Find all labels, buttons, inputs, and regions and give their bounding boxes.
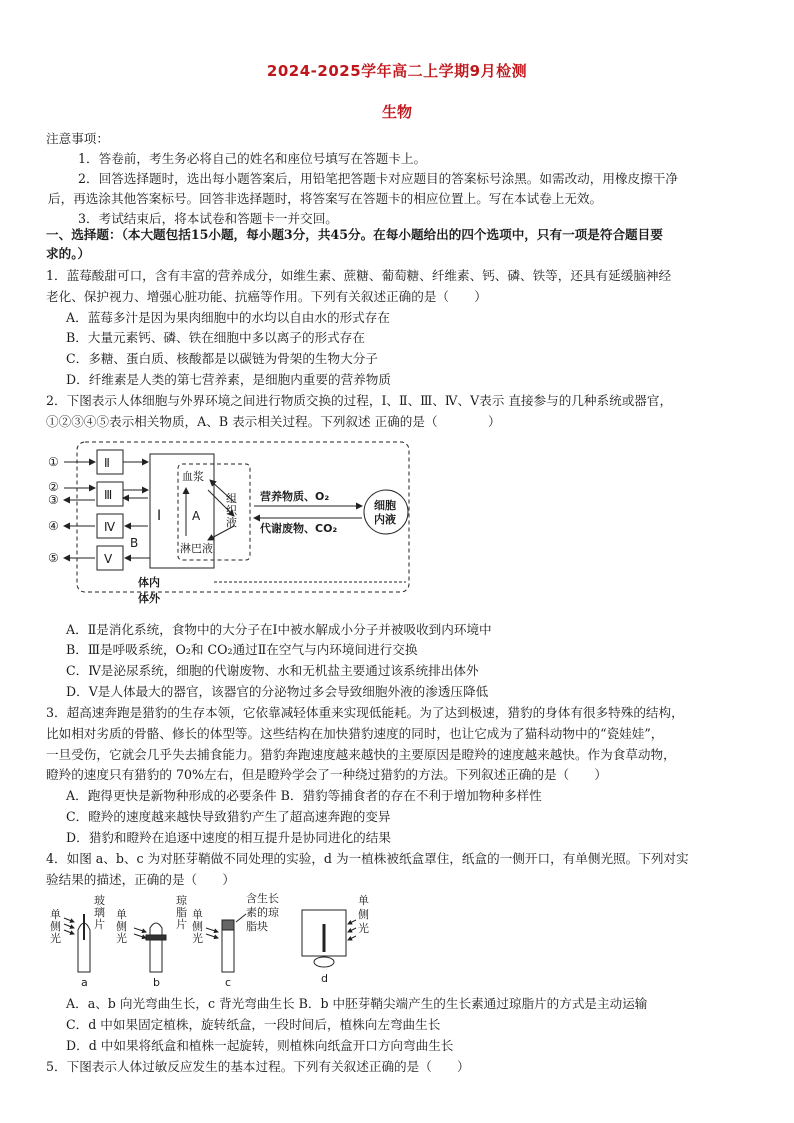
section-heading: 一、选择题：（本大题包括15小题，每小题3分，共45分。在每小题给出的四个选项中，只有一项是符合题目要	[46, 227, 663, 242]
light-c-3: 光	[192, 932, 203, 945]
light-d-3: 光	[358, 922, 369, 935]
q3-option-d: D．猎豹和瞪羚在追逐中速度的相互提升是协同进化的结果	[66, 830, 391, 845]
q1-option-c: C．多糖、蛋白质、核酸都是以碳链为骨架的生物大分子	[66, 351, 378, 366]
glass-label-2: 璃	[94, 906, 105, 919]
outside-label: 体外	[138, 592, 160, 605]
light-b-3: 光	[116, 932, 127, 945]
cell-fluid-2: 内液	[374, 513, 396, 526]
section-heading-cont: 求的。）	[46, 246, 91, 261]
substance-2: ②	[48, 480, 59, 494]
q3-stem-line3: 一旦受伤，它就会几乎失去捕食能力。猎豹奔跑速度越来越快的主要原因是瞪羚的速度越来越快。作为食草动物，	[46, 747, 676, 762]
substance-1: ①	[48, 455, 59, 469]
substance-4: ④	[48, 519, 59, 533]
q1-option-a: A．蓝莓多汁是因为果肉细胞中的水均以自由水的形式存在	[66, 310, 390, 325]
process-A: A	[192, 509, 201, 523]
light-b-1: 单	[116, 908, 127, 921]
auxin-block-label-1: 含生长	[246, 892, 279, 905]
light-c-1: 单	[192, 908, 203, 921]
agar-slice	[146, 935, 166, 940]
label-V: Ⅴ	[104, 552, 113, 566]
q4-option-c: C．d 中如果固定植株，旋转纸盒，一段时间后，植株向左弯曲生长	[66, 1017, 441, 1032]
q5-stem: 5．下图表示人体过敏反应发生的基本过程。下列有关叙述正确的是（ ）	[46, 1059, 470, 1074]
label-III: Ⅲ	[104, 488, 113, 502]
notes-heading: 注意事项：	[46, 131, 109, 146]
tissue-fluid-3: 液	[226, 516, 237, 529]
q3-options-ab: A．跑得更快是新物种形成的必要条件 B．猎豹等捕食者的存在不利于增加物种多样性	[66, 788, 542, 803]
auxin-agar-block	[222, 920, 234, 930]
note-item-3: 3．考试结束后，将本试卷和答题卡一并交回。	[78, 211, 338, 226]
q2-option-c: C．Ⅳ是泌尿系统，细胞的代谢废物、水和无机盐主要通过该系统排出体外	[66, 663, 479, 678]
q2-option-d: D．Ⅴ是人体最大的器官，该器官的分泌物过多会导致细胞外液的渗透压降低	[66, 684, 489, 699]
light-a-1: 单	[50, 908, 61, 921]
q2-exchange-diagram	[46, 436, 416, 608]
label-d: d	[321, 972, 328, 985]
q4-stem-line1: 4．如图 a、b、c 为对胚芽鞘做不同处理的实验，d 为一植株被纸盒罩住，纸盒的一侧开口，有单侧光照。下列对实	[46, 851, 689, 866]
note-item-1: 1．答卷前，考生务必将自己的姓名和座位号填写在答题卡上。	[78, 151, 427, 166]
q2-stem-line2: ①②③④⑤表示相关物质，A、B 表示相关过程。下列叙述 正确的是（ ）	[46, 414, 501, 429]
q4-option-d: D．d 中如果将纸盒和植株一起旋转，则植株向纸盒开口方向弯曲生长	[66, 1038, 454, 1053]
turntable	[314, 957, 334, 967]
auxin-block-label-2: 素的琼	[246, 906, 279, 919]
tissue-fluid-2: 织	[226, 504, 237, 517]
q1-option-d: D．纤维素是人类的第七营养素，是细胞内重要的营养物质	[66, 372, 391, 387]
glass-label-1: 玻	[94, 894, 105, 907]
q3-stem-line1: 3．超高速奔跑是猎豹的生存本领，它依靠减轻体重来实现低能耗。为了达到极速，猎豹的身体有很多特殊的结构，	[46, 705, 684, 720]
substance-3: ③	[48, 493, 59, 507]
note-item-2a: 2．回答选择题时，选出每小题答案后，用铅笔把答题卡对应题目的答案标号涂黑。如需改动，用橡皮擦干净	[78, 171, 678, 186]
light-d-1: 单	[358, 894, 369, 907]
nutrient-label: 营养物质、O₂	[260, 490, 330, 503]
q3-option-c: C．瞪羚的速度越来越快导致猎豹产生了超高速奔跑的变异	[66, 809, 391, 824]
label-b: b	[153, 976, 160, 989]
label-IV: Ⅳ	[104, 520, 116, 534]
q2-stem-line1: 2．下图表示人体细胞与外界环境之间进行物质交换的过程，Ⅰ、Ⅱ、Ⅲ、Ⅳ、Ⅴ表示 直接参与的几种系统或器官，	[46, 393, 673, 408]
agar-label-1: 琼	[176, 894, 187, 907]
glass-label-3: 片	[94, 918, 105, 931]
light-a-2: 侧	[50, 920, 61, 933]
q4-stem-line2: 验结果的描述，正确的是（ ）	[46, 872, 235, 887]
q2-option-b: B．Ⅲ是呼吸系统，O₂和 CO₂通过Ⅱ在空气与内环境间进行交换	[66, 642, 418, 657]
exam-title: 2024-2025学年高二上学期9月检测	[266, 62, 528, 80]
tissue-fluid-1: 组	[226, 492, 237, 505]
q1-stem-line2: 老化、保护视力、增强心脏功能、抗癌等作用。下列有关叙述正确的是（ ）	[46, 289, 487, 304]
lymph-label: 淋巴液	[180, 542, 213, 555]
box-II	[97, 450, 123, 474]
light-d-2: 侧	[358, 908, 369, 921]
label-c: c	[225, 976, 232, 989]
coleoptile-c	[222, 930, 234, 972]
label-II: Ⅱ	[104, 456, 110, 470]
light-b-2: 侧	[116, 920, 127, 933]
q2-option-a: A．Ⅱ是消化系统，食物中的大分子在Ⅰ中被水解成小分子并被吸收到内环境中	[66, 622, 492, 637]
intracellular-fluid-circle	[364, 490, 408, 534]
coleoptile-b	[150, 940, 162, 972]
note-item-2b: 后，再选涂其他答案标号。回答非选择题时，将答案写在答题卡的相应位置上。写在本试卷上无效。	[48, 191, 603, 206]
q3-stem-line2: 比如相对劣质的骨骼、修长的体型等。这些结构在加快猎豹速度的同时，也让它成为了猫科动物中的“瓷娃娃”，	[46, 726, 664, 741]
q3-stem-line4: 瞪羚的速度只有猎豹的 70%左右，但是瞪羚学会了一种绕过猎豹的方法。下列叙述正确的是（ ）	[46, 767, 607, 782]
light-a-3: 光	[50, 932, 61, 945]
agar-label-3: 片	[176, 918, 187, 931]
cell-fluid-1: 细胞	[374, 499, 396, 512]
plasma-label: 血浆	[182, 470, 204, 483]
substance-5: ⑤	[48, 551, 59, 565]
q1-stem-line1: 1．蓝莓酸甜可口，含有丰富的营养成分，如维生素、蔗糖、葡萄糖、纤维素、钙、磷、铁等，还具有延缓脑神经	[46, 268, 672, 283]
inside-label: 体内	[138, 576, 160, 589]
light-c-2: 侧	[192, 920, 203, 933]
body-boundary	[77, 442, 409, 592]
q1-option-b: B．大量元素钙、磷、铁在细胞中多以离子的形式存在	[66, 330, 365, 345]
label-I: Ⅰ	[157, 508, 162, 524]
agar-label-2: 脂	[176, 906, 187, 919]
waste-label: 代谢废物、CO₂	[260, 522, 338, 535]
process-B: B	[130, 536, 139, 550]
label-a: a	[81, 976, 88, 989]
q4-options-ab: A．a、b 向光弯曲生长，c 背光弯曲生长 B．b 中胚芽鞘尖端产生的生长素通过琼脂片的方式是主动运输	[66, 996, 648, 1011]
q4-coleoptile-diagram	[46, 890, 376, 990]
auxin-block-label-3: 脂块	[246, 920, 268, 933]
subject-title: 生物	[381, 103, 412, 121]
